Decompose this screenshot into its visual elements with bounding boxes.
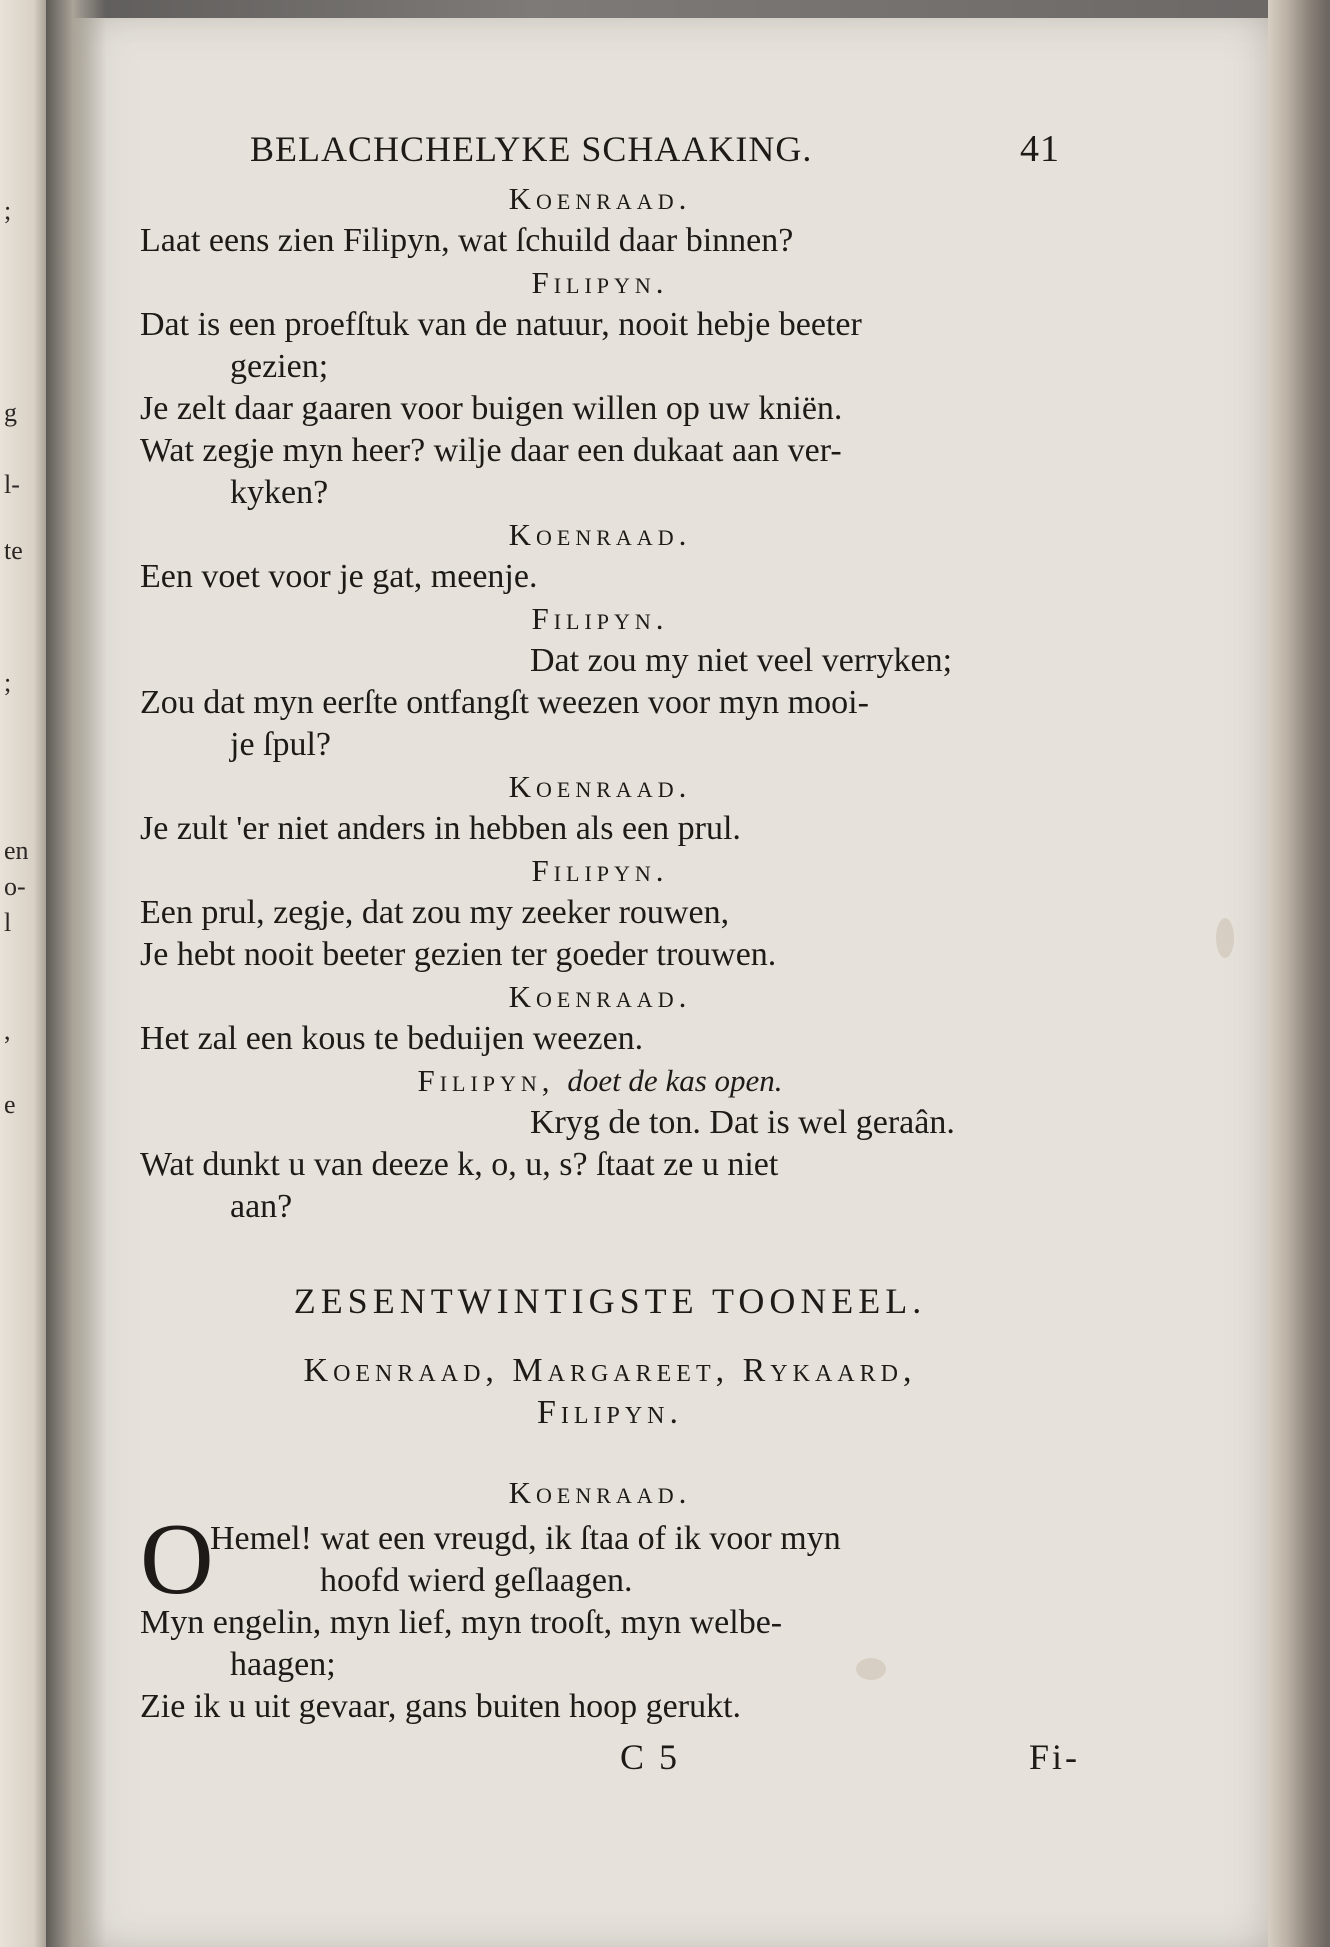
drop-cap: O bbox=[140, 1503, 214, 1616]
left-fragment: e bbox=[4, 1090, 16, 1119]
speaker-name: Koenraad. bbox=[508, 517, 692, 552]
gutter-shadow bbox=[46, 0, 106, 1947]
left-fragment: l bbox=[4, 908, 12, 937]
verse-line: Een prul, zegje, dat zou my zeeker rouwen, bbox=[140, 894, 730, 931]
left-fragment: o- bbox=[4, 872, 26, 901]
page-number: 41 bbox=[1020, 128, 1060, 170]
paper-stain bbox=[1216, 918, 1234, 958]
verse-continuation: kyken? bbox=[230, 474, 329, 511]
verse-line: Laat eens zien Filipyn, wat ſchuild daar binnen? bbox=[140, 222, 794, 259]
stage-direction: doet de kas open. bbox=[567, 1063, 783, 1098]
verse-line: Dat zou my niet veel verryken; bbox=[530, 642, 953, 679]
speaker-name: Filipyn, bbox=[417, 1063, 555, 1098]
verse-continuation: aan? bbox=[230, 1188, 293, 1225]
catchword: Fi- bbox=[1028, 1737, 1080, 1777]
left-fragment: en bbox=[4, 836, 29, 865]
verse-line: Je zelt daar gaaren voor buigen willen op uw kniën. bbox=[140, 390, 843, 427]
verse-continuation: gezien; bbox=[230, 348, 329, 385]
left-fragment: , bbox=[4, 1016, 11, 1045]
scene-dialogue bbox=[140, 1602, 1080, 1728]
verse-line: Myn engelin, myn lief, myn trooſt, myn welbe- bbox=[140, 1604, 783, 1641]
verse-line: Je zult 'er niet anders in hebben als een prul. bbox=[140, 810, 741, 847]
speaker-with-direction bbox=[230, 1060, 970, 1102]
cast-list bbox=[140, 1350, 1080, 1434]
dialogue bbox=[140, 178, 1080, 1228]
page-text bbox=[140, 128, 1080, 1778]
speaker-name: Filipyn. bbox=[531, 853, 669, 888]
drop-cap-paragraph bbox=[140, 1503, 1080, 1616]
left-fragment: g bbox=[4, 398, 17, 427]
cast-line: Filipyn. bbox=[536, 1394, 684, 1431]
verse-continuation: je ſpul? bbox=[230, 726, 332, 763]
left-page-edge bbox=[0, 0, 48, 1947]
cast-line: Koenraad, Margareet, Rykaard, bbox=[303, 1352, 917, 1389]
verse-line: Wat zegje myn heer? wilje daar een dukaat aan ver- bbox=[140, 432, 842, 469]
speaker-name: Filipyn. bbox=[531, 601, 669, 636]
verse-line: Dat is een proefſtuk van de natuur, nooit hebje beeter bbox=[140, 306, 862, 343]
verse-line: Zie ik u uit gevaar, gans buiten hoop gerukt. bbox=[140, 1688, 742, 1725]
speaker-name: Koenraad. bbox=[508, 181, 692, 216]
left-fragment: ; bbox=[4, 668, 12, 697]
verse-line: Wat dunkt u van deeze k, o, u, s? ſtaat ze u niet bbox=[140, 1146, 779, 1183]
signature-mark: C 5 bbox=[620, 1737, 681, 1777]
verse-line: Hemel! wat een vreugd, ik ſtaa of ik voor myn bbox=[210, 1520, 841, 1557]
speaker-name: Koenraad. bbox=[508, 1475, 692, 1510]
left-fragment: ; bbox=[4, 196, 12, 225]
scene-title: ZESENTWINTIGSTE TOONEEL. bbox=[293, 1281, 927, 1321]
page-footer bbox=[140, 1736, 1080, 1778]
speaker-name: Koenraad. bbox=[508, 979, 692, 1014]
verse-line: Het zal een kous te beduijen weezen. bbox=[140, 1020, 644, 1057]
verse-line: Kryg de ton. Dat is wel geraân. bbox=[530, 1104, 955, 1141]
running-head bbox=[250, 128, 1060, 170]
running-title: BELACHCHELYKE SCHAAKING. bbox=[250, 129, 813, 169]
left-fragment: l- bbox=[4, 470, 20, 499]
page-edge bbox=[1268, 0, 1328, 1947]
left-fragment: te bbox=[4, 536, 23, 565]
verse-line: Je hebt nooit beeter gezien ter goeder trouwen. bbox=[140, 936, 777, 973]
verse-line: hoofd wierd geſlaagen. bbox=[320, 1562, 633, 1599]
verse-line: Een voet voor je gat, meenje. bbox=[140, 558, 538, 595]
verse-line: Zou dat myn eerſte ontfangſt weezen voor myn mooi- bbox=[140, 684, 869, 721]
verse-continuation: haagen; bbox=[230, 1646, 336, 1683]
speaker-name: Koenraad. bbox=[508, 769, 692, 804]
speaker-name: Filipyn. bbox=[531, 265, 669, 300]
